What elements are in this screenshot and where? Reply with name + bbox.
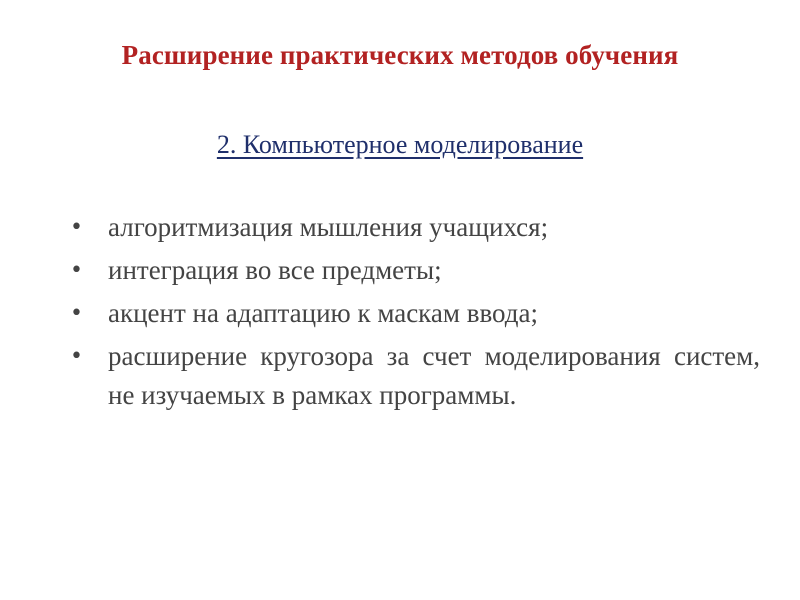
slide-subtitle: 2. Компьютерное моделирование [216,130,584,159]
bullet-text: расширение кругозора за счет моделирования систем, не изучаемых в рамках программы. [108,341,760,410]
bullet-text: алгоритмизация мышления учащихся; [108,212,549,242]
bullet-dot-icon: • [70,301,83,326]
bullet-item [60,251,760,290]
bullet-text: акцент на адаптацию к маскам ввода; [108,298,538,328]
bullet-item [60,337,760,415]
bullet-text: интеграция во все предметы; [108,255,442,285]
bullet-item [60,208,760,247]
bullet-dot-icon: • [70,344,83,369]
bullet-list [60,208,760,419]
bullet-dot-icon: • [70,258,83,283]
bullet-dot-icon: • [70,215,83,240]
slide-title: Расширение практических методов обучения [121,40,679,70]
bullet-item [60,294,760,333]
